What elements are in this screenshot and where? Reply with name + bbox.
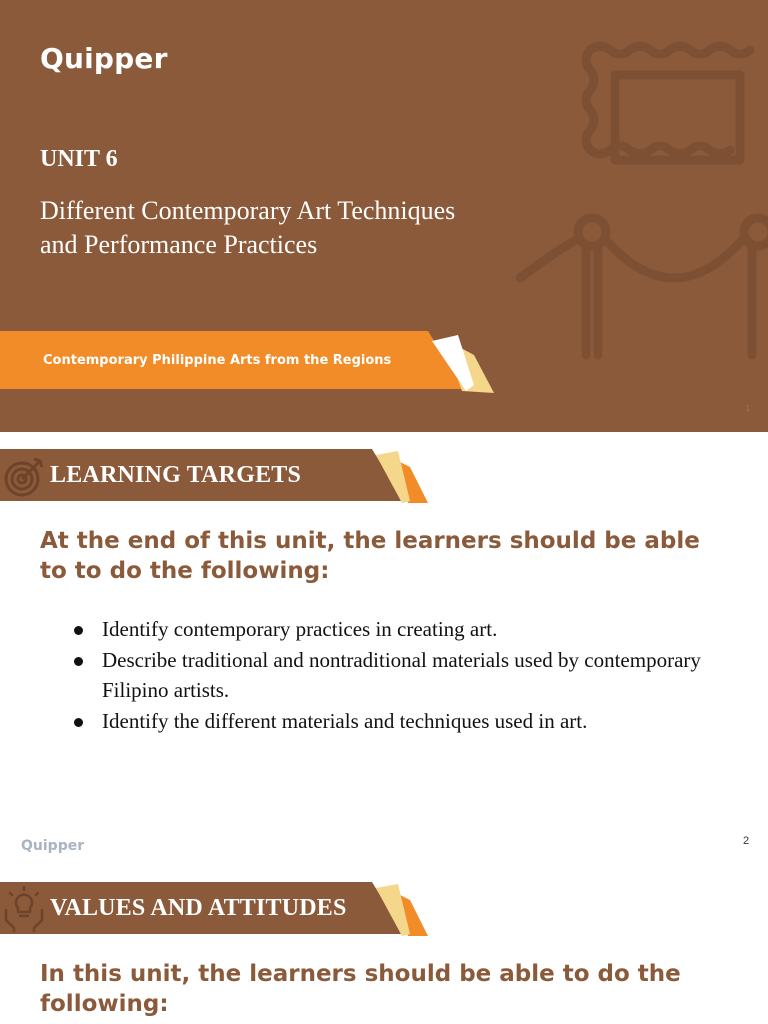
learning-targets-list	[72, 614, 712, 737]
page-number: 1	[745, 404, 750, 413]
ribbon-label: Contemporary Philippine Arts from the Regions	[43, 353, 392, 368]
brand-logo: Quipper	[40, 42, 168, 75]
title-slide	[0, 0, 768, 432]
bullet-icon	[74, 718, 83, 727]
intro-text: At the end of this unit, the learners should be able to to do the following:	[40, 528, 700, 584]
bullet-icon	[74, 626, 83, 635]
unit-label: UNIT 6	[40, 146, 118, 172]
list-item: Describe traditional and nontraditional materials used by contemporary Filipino artists.	[72, 645, 712, 705]
lightbulb-hands-icon	[2, 886, 46, 932]
section-title: VALUES AND ATTITUDES	[50, 895, 347, 921]
target-icon	[2, 453, 46, 499]
list-item: Identify the different materials and techniques used in art.	[72, 706, 712, 736]
list-item: Identify contemporary practices in creating art.	[72, 614, 712, 644]
footer-brand-logo: Quipper	[21, 838, 85, 854]
intro-text: In this unit, the learners should be able to do the following:	[40, 961, 681, 1017]
bullet-icon	[74, 657, 83, 666]
gallery-frame-icon	[500, 20, 768, 380]
section-title: LEARNING TARGETS	[50, 462, 302, 488]
slide-title: Different Contemporary Art Techniques and Performance Practices	[40, 196, 456, 259]
page-number: 2	[743, 835, 750, 847]
